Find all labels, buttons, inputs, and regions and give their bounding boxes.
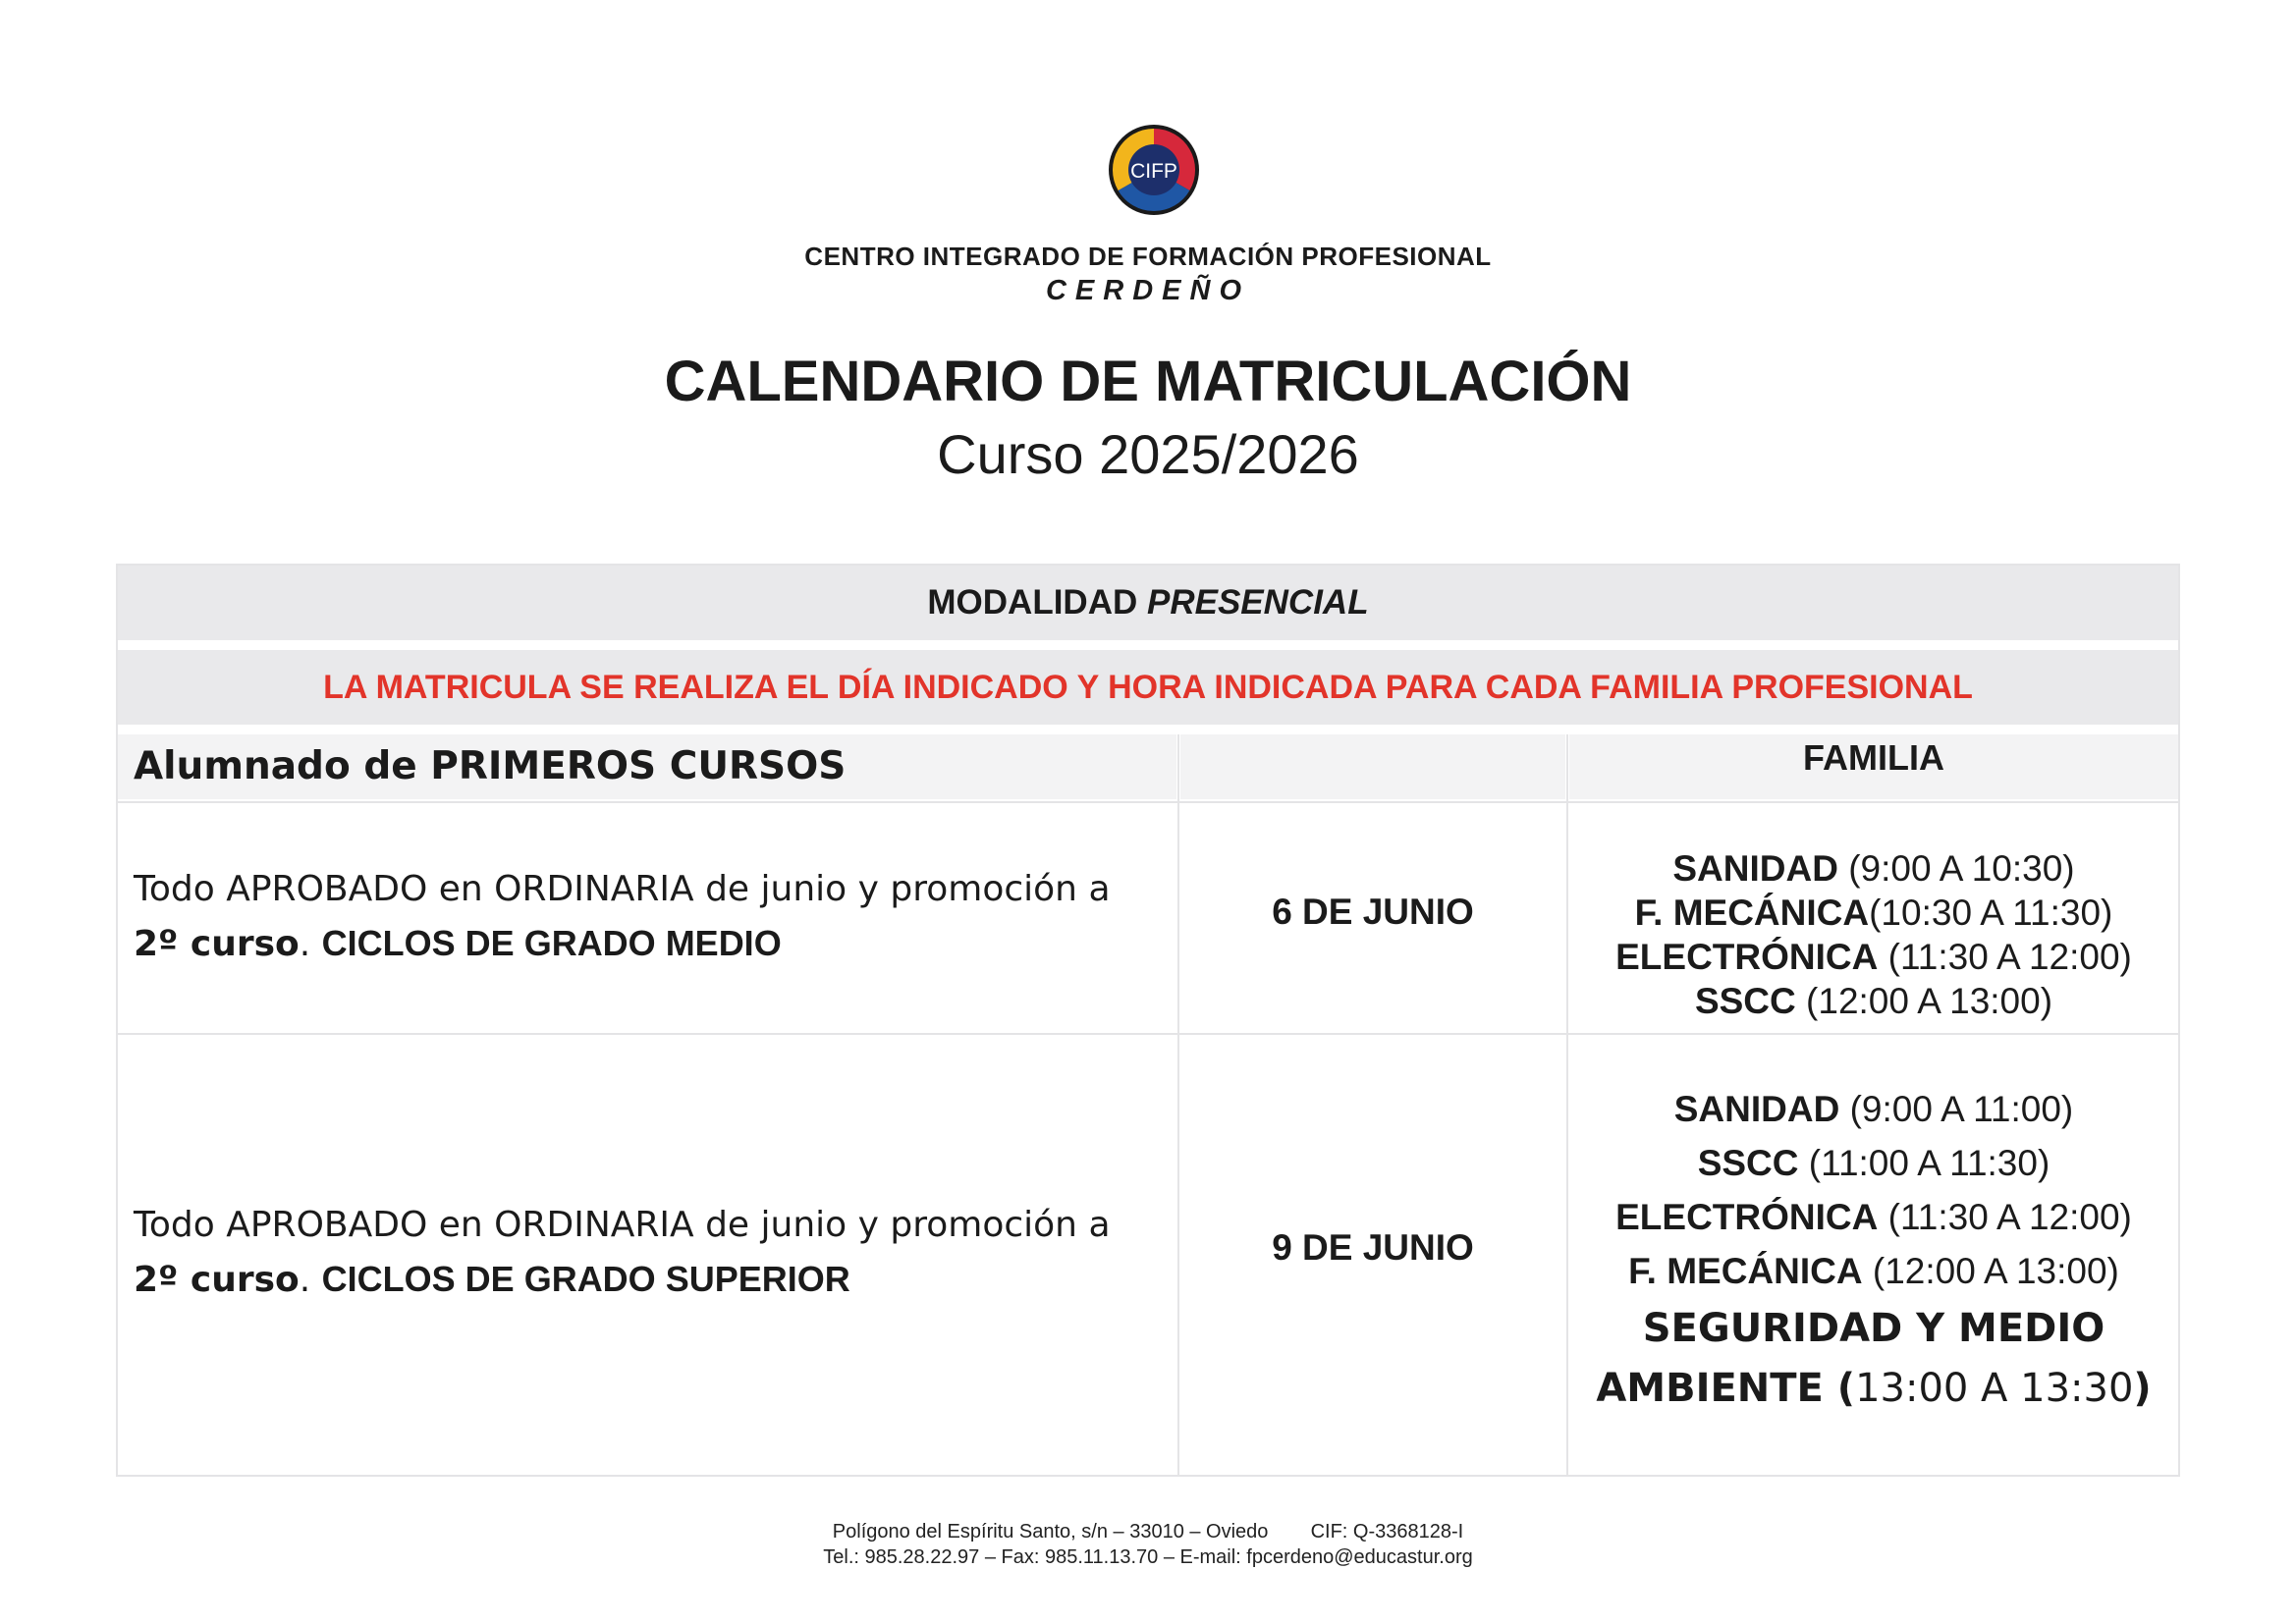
row-1-course: 2º curso <box>134 924 300 964</box>
family-paren: ) <box>2133 1366 2152 1411</box>
family-time: (9:00 A 11:00) <box>1839 1089 2074 1129</box>
family-line <box>1569 846 2178 891</box>
table-border-top <box>116 564 2180 566</box>
row-1-separator: . <box>299 924 322 964</box>
family-name: SANIDAD <box>1672 848 1838 889</box>
enrollment-table <box>116 564 2180 1477</box>
row-2-separator: . <box>299 1260 322 1300</box>
family-line <box>1569 935 2178 979</box>
org-name: CENTRO INTEGRADO DE FORMACIÓN PROFESIONAL <box>804 242 1492 271</box>
family-name: SSCC <box>1694 981 1796 1021</box>
family-name: SSCC <box>1697 1143 1799 1183</box>
footer-contact: Tel.: 985.28.22.97 – Fax: 985.11.13.70 – E-mail: fpcerdeno@educastur.org <box>823 1546 1473 1568</box>
table-border-bottom <box>116 1475 2180 1477</box>
column-divider <box>1177 734 1179 1475</box>
column-header-family: FAMILIA <box>1569 734 2178 799</box>
family-time: (11:30 A 12:00) <box>1878 1197 2132 1237</box>
family-line <box>1569 1082 2178 1136</box>
table-border-right <box>2178 564 2180 1477</box>
row-2-desc-main: Todo APROBADO en ORDINARIA de junio y promoción a <box>134 1205 1111 1245</box>
family-time: (12:00 A 13:00) <box>1862 1251 2119 1291</box>
family-name: F. MECÁNICA <box>1628 1251 1863 1291</box>
family-line <box>1569 1190 2178 1244</box>
row-1-date: 6 DE JUNIO <box>1272 892 1474 932</box>
column-divider <box>1566 734 1568 1475</box>
modality-band <box>118 566 2178 640</box>
family-time: (12:00 A 13:00) <box>1795 981 2053 1021</box>
row-divider <box>116 1033 2180 1035</box>
notice-band: LA MATRICULA SE REALIZA EL DÍA INDICADO Y HORA INDICADA PARA CADA FAMILIA PROFESIONAL <box>118 650 2178 725</box>
family-line-large: SEGURIDAD Y MEDIO <box>1642 1306 2105 1351</box>
family-line <box>1569 1244 2178 1298</box>
footer-address: Polígono del Espíritu Santo, s/n – 33010 – Oviedo <box>832 1521 1269 1543</box>
family-name: SANIDAD <box>1673 1089 1840 1129</box>
table-border-left <box>116 564 118 1477</box>
family-name: AMBIENTE ( <box>1596 1366 1856 1411</box>
family-line <box>1569 979 2178 1023</box>
column-header-students: Alumnado de PRIMEROS CURSOS <box>118 734 1176 799</box>
row-divider <box>116 801 2180 803</box>
modality-value: PRESENCIAL <box>1147 583 1369 622</box>
family-line-large <box>1569 1359 2178 1418</box>
row-1-grade: CICLOS DE GRADO MEDIO <box>321 923 782 963</box>
row-2-families <box>1569 1082 2178 1418</box>
family-time: (11:30 A 12:00) <box>1878 937 2132 977</box>
family-line <box>1569 1136 2178 1190</box>
logo-text: CIFP <box>1130 160 1177 183</box>
column-header-date <box>1180 734 1565 799</box>
family-time: (9:00 A 10:30) <box>1837 848 2075 889</box>
row-2-date: 9 DE JUNIO <box>1272 1227 1474 1268</box>
row-2-description <box>118 1198 1176 1307</box>
row-1-families <box>1569 846 2178 1023</box>
family-time: 13:00 A 13:30 <box>1855 1366 2134 1411</box>
family-name: ELECTRÓNICA <box>1615 937 1879 977</box>
row-2-grade: CICLOS DE GRADO SUPERIOR <box>321 1259 850 1299</box>
page-subtitle: Curso 2025/2026 <box>937 423 1359 485</box>
footer-cif: CIF: Q-3368128-I <box>1310 1521 1464 1543</box>
row-1-desc-main: Todo APROBADO en ORDINARIA de junio y promoción a <box>134 869 1111 909</box>
family-time: (11:00 A 11:30) <box>1798 1143 2050 1183</box>
family-time: (10:30 A 11:30) <box>1869 893 2113 933</box>
family-name: F. MECÁNICA <box>1634 893 1870 933</box>
row-1-description <box>118 862 1176 971</box>
modality-label: MODALIDAD <box>927 583 1138 622</box>
page-title: CALENDARIO DE MATRICULACIÓN <box>664 350 1632 413</box>
family-line <box>1569 891 2178 935</box>
org-subname: CERDEÑO <box>1045 275 1250 306</box>
family-name: ELECTRÓNICA <box>1615 1197 1879 1237</box>
cifp-logo <box>1107 123 1201 217</box>
footer-address-line <box>0 1521 2296 1543</box>
row-2-course: 2º curso <box>134 1260 300 1300</box>
